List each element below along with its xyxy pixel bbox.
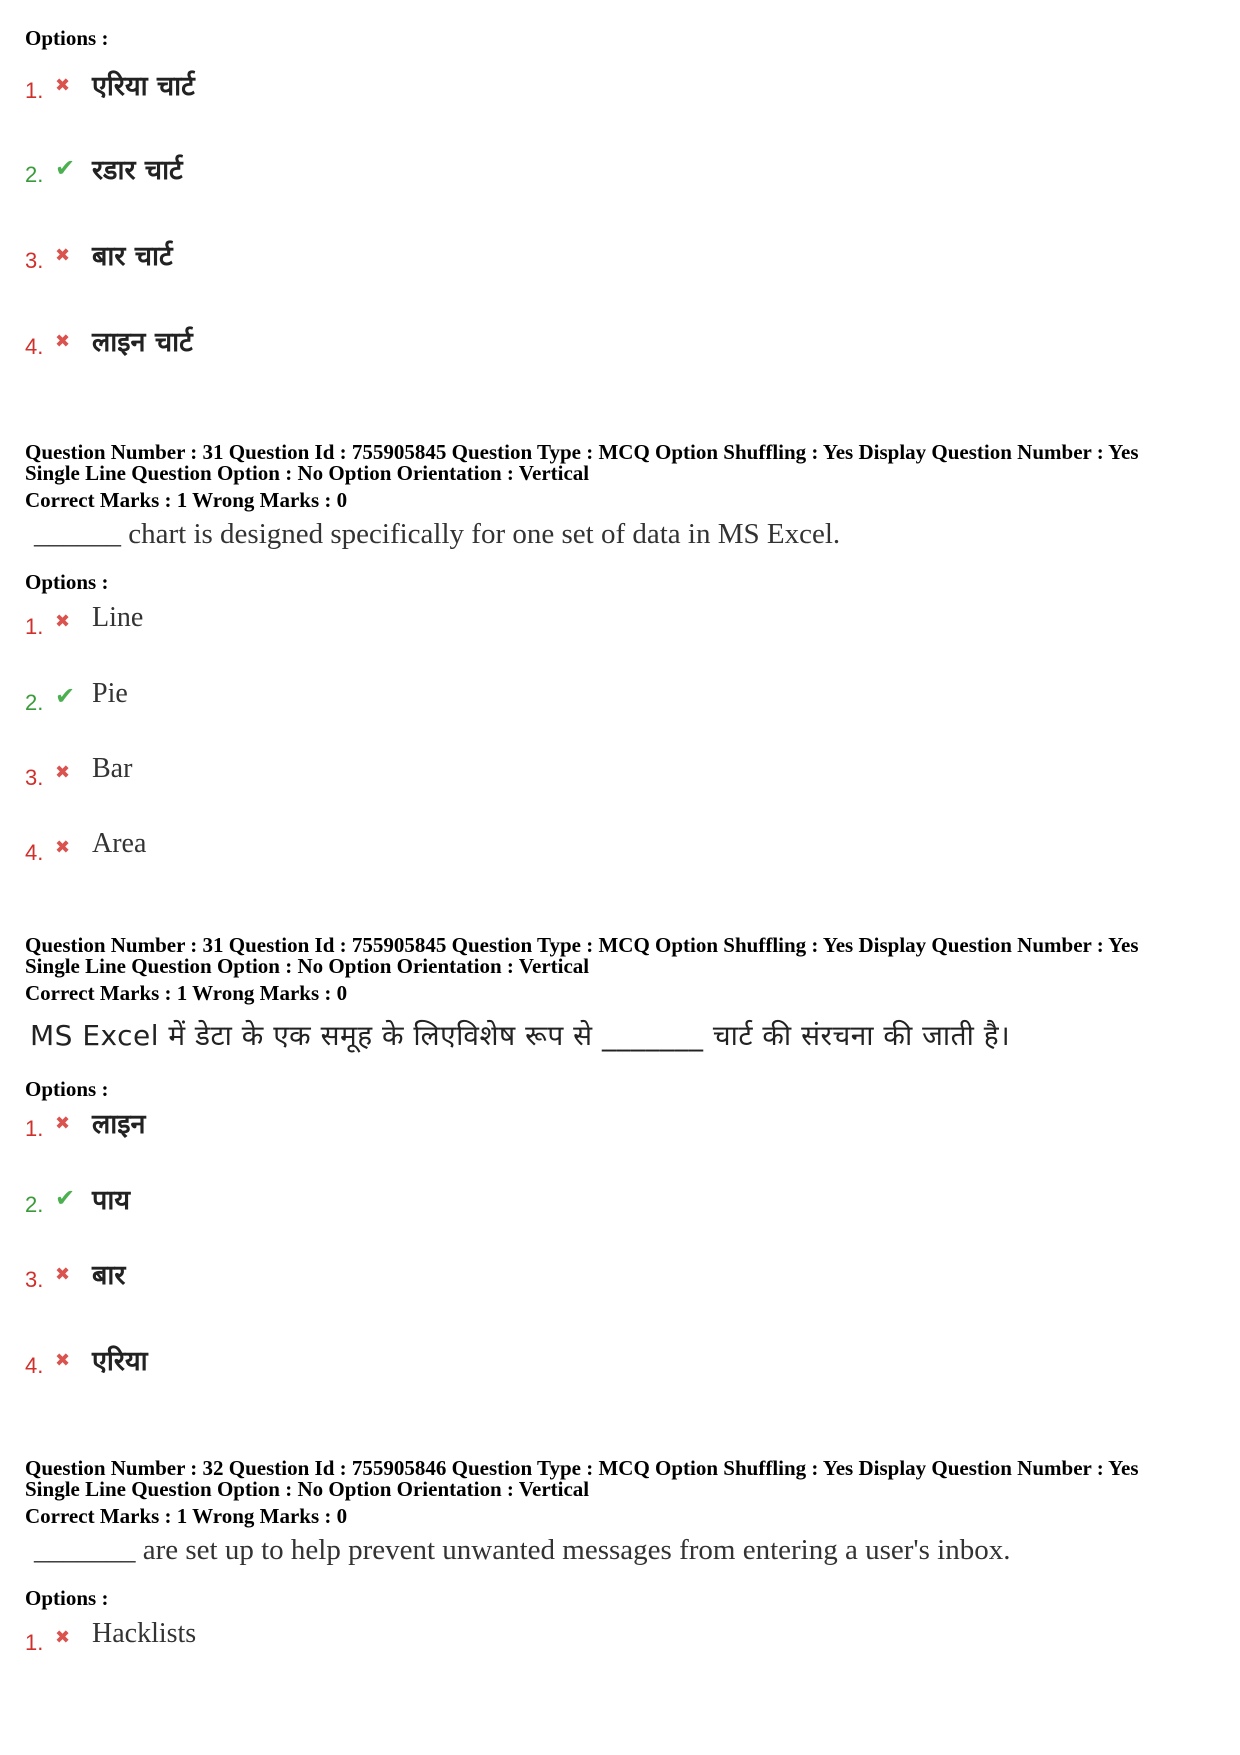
question-meta-line-2: Single Line Question Option : No Option Orientation : Vertical <box>25 954 590 978</box>
question-meta-line-2: Single Line Question Option : No Option Orientation : Vertical <box>25 1477 590 1501</box>
option-text: एरिया <box>92 1346 148 1377</box>
option-text: Area <box>92 828 147 859</box>
question-marks: Correct Marks : 1 Wrong Marks : 0 <box>25 1504 348 1528</box>
correct-check-icon: ✔ <box>55 154 76 182</box>
option-number: 2. <box>25 1192 44 1217</box>
option-text: लाइन <box>92 1109 146 1140</box>
option-text: रडार चार्ट <box>92 155 183 186</box>
wrong-mark-icon: ✖ <box>55 1264 71 1285</box>
correct-check-icon: ✔ <box>55 682 76 710</box>
options-label: Options : <box>25 570 109 594</box>
option-text: पाय <box>92 1185 130 1216</box>
wrong-mark-icon: ✖ <box>55 75 71 96</box>
wrong-mark-icon: ✖ <box>55 1350 71 1371</box>
correct-check-icon: ✔ <box>55 1184 76 1212</box>
option-number: 2. <box>25 690 44 715</box>
option-text: बार <box>92 1260 126 1291</box>
question-meta-line-1: Question Number : 31 Question Id : 755905845 Question Type : MCQ Option Shuffling : Yes Display Question Number : Yes <box>25 440 1139 464</box>
option-number: 4. <box>25 1353 44 1378</box>
option-number: 2. <box>25 162 44 187</box>
question-meta-line-1: Question Number : 32 Question Id : 755905846 Question Type : MCQ Option Shuffling : Yes Display Question Number : Yes <box>25 1456 1139 1480</box>
option-number: 3. <box>25 1267 44 1292</box>
wrong-mark-icon: ✖ <box>55 837 71 858</box>
wrong-mark-icon: ✖ <box>55 611 71 632</box>
question-marks: Correct Marks : 1 Wrong Marks : 0 <box>25 488 348 512</box>
option-number: 4. <box>25 334 44 359</box>
option-number: 1. <box>25 614 44 639</box>
option-number: 4. <box>25 840 44 865</box>
option-text: बार चार्ट <box>92 241 173 272</box>
option-text: Line <box>92 602 144 633</box>
options-label: Options : <box>25 1077 109 1101</box>
option-number: 3. <box>25 765 44 790</box>
option-number: 1. <box>25 1630 44 1655</box>
wrong-mark-icon: ✖ <box>55 1113 71 1134</box>
question-meta-line-1: Question Number : 31 Question Id : 755905845 Question Type : MCQ Option Shuffling : Yes Display Question Number : Yes <box>25 933 1139 957</box>
option-text: एरिया चार्ट <box>92 71 195 102</box>
option-number: 3. <box>25 248 44 273</box>
question-marks: Correct Marks : 1 Wrong Marks : 0 <box>25 981 348 1005</box>
question-text: ______ chart is designed specifically for one set of data in MS Excel. <box>34 518 841 550</box>
wrong-mark-icon: ✖ <box>55 331 71 352</box>
wrong-mark-icon: ✖ <box>55 245 71 266</box>
option-text: Pie <box>92 678 128 709</box>
option-text: लाइन चार्ट <box>92 327 193 358</box>
question-meta-line-2: Single Line Question Option : No Option Orientation : Vertical <box>25 461 590 485</box>
option-text: Hacklists <box>92 1618 197 1649</box>
wrong-mark-icon: ✖ <box>55 1627 71 1648</box>
question-text: _______ are set up to help prevent unwanted messages from entering a user's inbox. <box>34 1534 1011 1566</box>
options-label: Options : <box>25 26 109 50</box>
option-number: 1. <box>25 1116 44 1141</box>
option-text: Bar <box>92 753 133 784</box>
question-text: MS Excel में डेटा के एक समूह के लिएविशेष रूप से _______ चार्ट की संरचना की जाती है। <box>30 1019 1011 1052</box>
option-number: 1. <box>25 78 44 103</box>
options-label: Options : <box>25 1586 109 1610</box>
wrong-mark-icon: ✖ <box>55 762 71 783</box>
